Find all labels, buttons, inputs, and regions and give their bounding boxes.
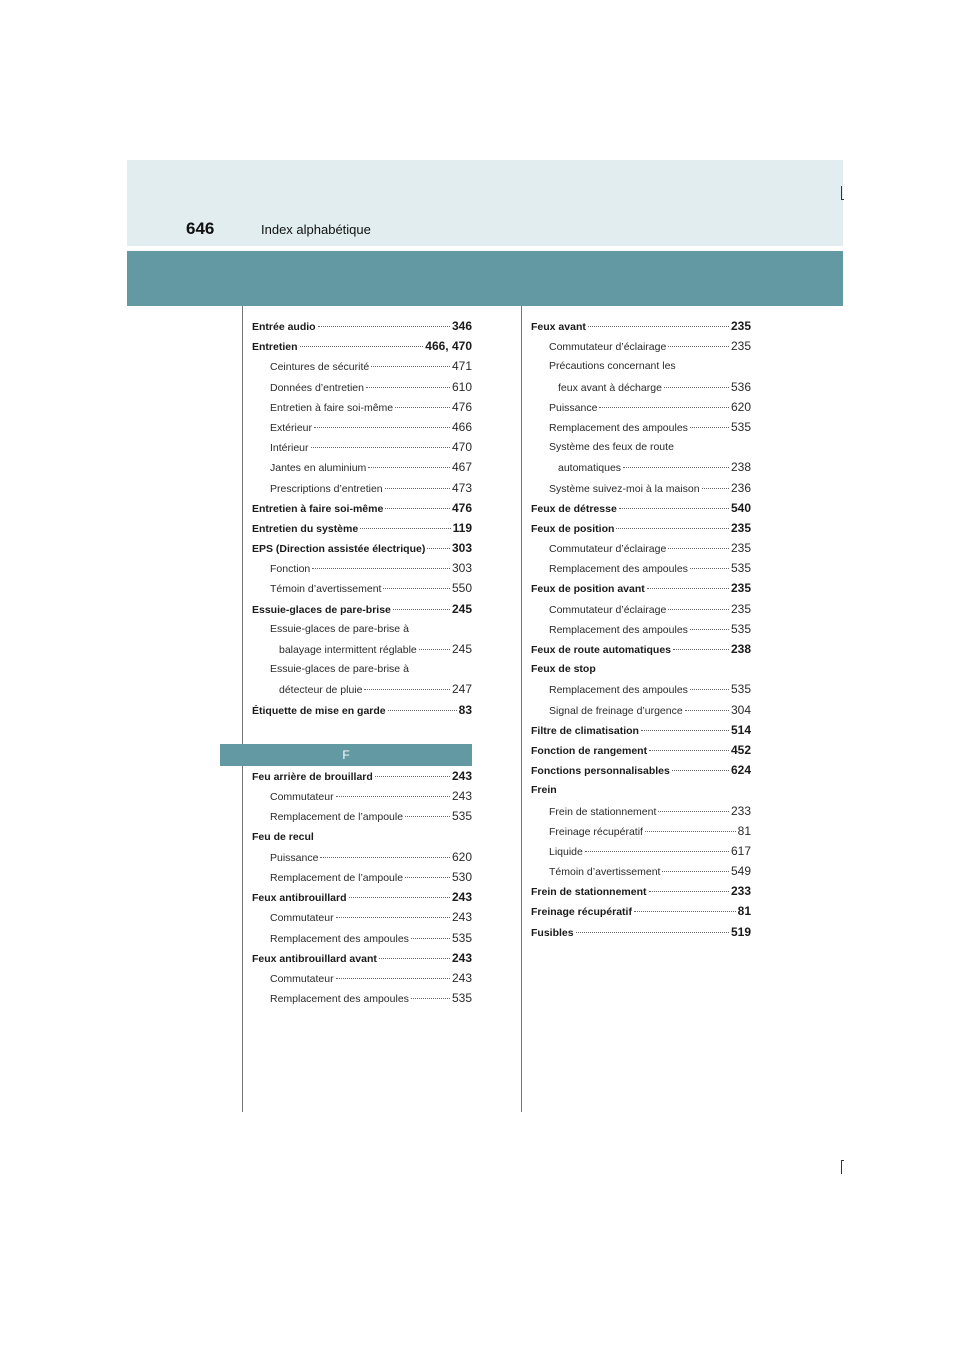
entry-term: Remplacement des ampoules <box>549 563 688 576</box>
entry-term: Entretien <box>252 341 298 354</box>
index-entry <box>531 619 751 639</box>
entry-term: Entretien à faire soi-même <box>270 401 394 414</box>
index-entry <box>531 518 751 538</box>
leader-dots <box>385 488 450 489</box>
index-entry <box>531 558 751 578</box>
header-top-band <box>127 160 843 246</box>
entry-page-ref: 245 <box>451 642 472 656</box>
leader-dots <box>690 568 729 569</box>
leader-dots <box>647 588 729 589</box>
entry-term: Remplacement des ampoules <box>270 932 409 945</box>
index-entry <box>252 316 472 336</box>
entry-term: Signal de freinage d’urgence <box>549 704 683 717</box>
index-entry <box>531 336 751 356</box>
index-column-left-section-f <box>252 766 472 1008</box>
index-column-right <box>531 316 751 942</box>
column-rule-right <box>521 306 522 1112</box>
entry-term: Remplacement de l’ampoule <box>270 811 404 824</box>
leader-dots <box>668 346 729 347</box>
entry-term: Feux de position <box>531 522 615 535</box>
index-entry <box>531 639 751 659</box>
column-rule-left <box>242 306 243 1112</box>
leader-dots <box>619 508 729 509</box>
page-number: 646 <box>186 219 215 238</box>
entry-page-ref: 235 <box>730 601 751 616</box>
entry-page-ref: 550 <box>451 581 472 596</box>
entry-term: Feu de recul <box>252 830 314 843</box>
entry-page-ref: 243 <box>451 950 472 965</box>
index-entry <box>531 760 751 780</box>
index-entry <box>531 457 751 477</box>
entry-term: Feux avant <box>531 321 586 333</box>
entry-page-ref: 238 <box>730 642 751 656</box>
entry-term: Frein <box>531 784 557 797</box>
entry-page-ref: 452 <box>730 742 751 757</box>
crop-mark-top <box>841 186 842 200</box>
entry-page-ref: 535 <box>730 561 751 576</box>
entry-term: Essuie-glaces de pare-brise à <box>270 622 409 635</box>
entry-term: Entretien du système <box>252 522 359 535</box>
index-entry <box>252 558 472 578</box>
entry-page-ref: 235 <box>730 581 751 596</box>
entry-term: Feux antibrouillard <box>252 892 347 905</box>
index-entry <box>252 599 472 619</box>
entry-term: Filtre de climatisation <box>531 724 639 737</box>
entry-term: Étiquette de mise en garde <box>252 704 386 717</box>
leader-dots <box>411 998 450 999</box>
leader-dots <box>427 548 450 549</box>
entry-page-ref: 466, 470 <box>425 339 472 354</box>
index-entry <box>531 356 751 376</box>
entry-page-ref: 235 <box>730 520 751 535</box>
entry-page-ref: 549 <box>730 864 751 879</box>
entry-page-ref: 119 <box>452 520 472 535</box>
leader-dots <box>364 689 449 690</box>
leader-dots <box>690 629 729 630</box>
index-column-left <box>252 316 472 720</box>
leader-dots <box>320 857 450 858</box>
entry-term: Puissance <box>549 401 598 414</box>
entry-page-ref: 535 <box>730 621 751 636</box>
entry-term: Commutateur <box>270 972 334 985</box>
entry-term: Feux de position avant <box>531 583 645 596</box>
entry-page-ref: 304 <box>730 702 751 717</box>
entry-term: Commutateur d’éclairage <box>549 543 667 556</box>
entry-term: Freinage récupératif <box>531 906 632 919</box>
entry-term: Feux antibrouillard avant <box>252 952 377 965</box>
leader-dots <box>668 548 729 549</box>
entry-page-ref: 247 <box>451 682 472 697</box>
leader-dots <box>312 568 450 569</box>
entry-term: Données d’entretien <box>270 381 364 394</box>
leader-dots <box>641 730 729 731</box>
leader-dots <box>616 528 729 529</box>
entry-page-ref: 535 <box>451 809 472 824</box>
entry-term: Remplacement des ampoules <box>549 421 688 434</box>
entry-term: Feux de détresse <box>531 502 617 515</box>
leader-dots <box>576 932 729 933</box>
leader-dots <box>336 978 450 979</box>
index-entry <box>531 700 751 720</box>
index-entry <box>252 847 472 867</box>
index-entry <box>531 538 751 558</box>
leader-dots <box>419 649 450 650</box>
entry-term: Essuie-glaces de pare-brise à <box>270 663 409 676</box>
index-entry <box>531 478 751 498</box>
entry-term: Commutateur d’éclairage <box>549 341 667 354</box>
leader-dots <box>585 851 729 852</box>
entry-page-ref: 243 <box>451 970 472 985</box>
entry-page-ref: 536 <box>730 379 751 394</box>
index-entry <box>252 887 472 907</box>
leader-dots <box>318 326 450 327</box>
leader-dots <box>623 467 729 468</box>
entry-term: Puissance <box>270 851 319 864</box>
entry-page-ref: 235 <box>730 319 751 333</box>
entry-page-ref: 245 <box>451 601 472 616</box>
index-entry <box>252 679 472 699</box>
index-entry <box>252 619 472 639</box>
leader-dots <box>634 911 736 912</box>
entry-page-ref: 243 <box>451 910 472 925</box>
entry-term: Intérieur <box>270 442 309 455</box>
entry-page-ref: 303 <box>451 541 472 556</box>
entry-page-ref: 81 <box>737 904 751 919</box>
index-entry <box>252 968 472 988</box>
entry-page-ref: 624 <box>730 763 751 778</box>
index-entry <box>531 599 751 619</box>
entry-term: Feu arrière de brouillard <box>252 771 373 783</box>
leader-dots <box>336 796 450 797</box>
entry-page-ref: 535 <box>451 930 472 945</box>
index-entry <box>252 948 472 968</box>
leader-dots <box>371 366 450 367</box>
leader-dots <box>336 917 450 918</box>
entry-page-ref: 540 <box>730 500 751 515</box>
entry-page-ref: 519 <box>730 924 751 939</box>
header-color-band <box>127 251 843 306</box>
index-entry <box>252 336 472 356</box>
entry-term: automatiques <box>558 462 622 475</box>
entry-term: Remplacement des ampoules <box>549 623 688 636</box>
index-entry <box>252 377 472 397</box>
entry-page-ref: 243 <box>451 789 472 804</box>
leader-dots <box>599 407 729 408</box>
leader-dots <box>405 877 450 878</box>
index-entry <box>252 639 472 659</box>
index-entry <box>252 437 472 457</box>
entry-term: Commutateur <box>270 791 334 804</box>
page-title: Index alphabétique <box>261 222 371 237</box>
leader-dots <box>685 710 729 711</box>
index-entry <box>531 316 751 336</box>
index-entry <box>531 437 751 457</box>
leader-dots <box>393 609 450 610</box>
section-letter-bar: F <box>220 744 472 766</box>
leader-dots <box>668 609 729 610</box>
index-entry <box>252 538 472 558</box>
index-entry <box>252 498 472 518</box>
entry-term: Entretien à faire soi-même <box>252 502 384 515</box>
entry-term: Remplacement des ampoules <box>270 993 409 1006</box>
index-entry <box>252 659 472 679</box>
leader-dots <box>405 816 450 817</box>
entry-term: Freinage récupératif <box>549 825 643 838</box>
leader-dots <box>300 346 424 347</box>
entry-term: Jantes en aluminium <box>270 462 367 475</box>
entry-page-ref: 236 <box>730 480 751 495</box>
entry-term: EPS (Direction assistée électrique) <box>252 543 426 556</box>
entry-term: feux avant à décharge <box>558 381 662 394</box>
index-entry <box>252 766 472 786</box>
entry-term: Fonction de rangement <box>531 744 648 757</box>
entry-page-ref: 610 <box>451 379 472 394</box>
leader-dots <box>411 938 450 939</box>
leader-dots <box>388 710 457 711</box>
leader-dots <box>375 776 450 777</box>
entry-term: Entrée audio <box>252 321 316 333</box>
index-entry <box>531 377 751 397</box>
entry-page-ref: 617 <box>730 843 751 858</box>
leader-dots <box>649 891 729 892</box>
entry-page-ref: 471 <box>451 359 472 374</box>
crop-mark-top-foot <box>841 199 844 200</box>
leader-dots <box>311 447 450 448</box>
entry-page-ref: 476 <box>451 399 472 414</box>
index-entry <box>531 578 751 598</box>
entry-term: Précautions concernant les <box>549 360 676 373</box>
entry-page-ref: 235 <box>730 541 751 556</box>
index-entry <box>531 740 751 760</box>
entry-page-ref: 620 <box>730 399 751 414</box>
entry-term: Extérieur <box>270 421 313 434</box>
entry-page-ref: 238 <box>730 460 751 475</box>
entry-term: Frein de stationnement <box>549 805 657 818</box>
leader-dots <box>673 649 729 650</box>
entry-page-ref: 233 <box>730 803 751 818</box>
leader-dots <box>588 326 729 327</box>
index-entry <box>252 417 472 437</box>
entry-page-ref: 233 <box>730 884 751 899</box>
index-entry <box>252 457 472 477</box>
index-entry <box>252 867 472 887</box>
index-entry <box>252 786 472 806</box>
entry-page-ref: 243 <box>451 890 472 905</box>
index-entry <box>252 518 472 538</box>
index-entry <box>252 478 472 498</box>
leader-dots <box>645 831 736 832</box>
index-entry <box>252 907 472 927</box>
index-entry <box>531 720 751 740</box>
crop-mark-bottom-foot <box>841 1160 844 1161</box>
entry-term: Frein de stationnement <box>531 886 647 899</box>
leader-dots <box>368 467 450 468</box>
entry-term: Liquide <box>549 845 583 858</box>
leader-dots <box>672 770 729 771</box>
index-entry <box>531 397 751 417</box>
entry-page-ref: 235 <box>730 339 751 354</box>
entry-page-ref: 470 <box>451 440 472 455</box>
entry-page-ref: 467 <box>451 460 472 475</box>
leader-dots <box>366 387 450 388</box>
leader-dots <box>360 528 450 529</box>
index-entry <box>252 928 472 948</box>
entry-page-ref: 81 <box>737 823 751 838</box>
index-entry <box>252 806 472 826</box>
entry-term: Commutateur <box>270 912 334 925</box>
entry-page-ref: 476 <box>451 500 472 515</box>
entry-term: Témoin d’avertissement <box>549 866 661 879</box>
entry-page-ref: 514 <box>730 722 751 737</box>
index-entry <box>252 397 472 417</box>
entry-term: Fonction <box>270 563 311 576</box>
index-entry <box>252 356 472 376</box>
leader-dots <box>383 588 450 589</box>
index-entry <box>531 901 751 921</box>
entry-page-ref: 303 <box>451 561 472 576</box>
index-entry <box>531 417 751 437</box>
leader-dots <box>690 689 729 690</box>
entry-term: Prescriptions d’entretien <box>270 482 383 495</box>
entry-term: Remplacement des ampoules <box>549 684 688 697</box>
leader-dots <box>690 427 729 428</box>
entry-term: détecteur de pluie <box>279 684 363 697</box>
entry-term: Système suivez-moi à la maison <box>549 482 700 495</box>
entry-term: Témoin d’avertissement <box>270 583 382 596</box>
index-entry <box>531 498 751 518</box>
entry-page-ref: 473 <box>451 480 472 495</box>
index-entry <box>252 827 472 847</box>
crop-mark-bottom <box>841 1160 842 1174</box>
entry-term: Fusibles <box>531 926 574 939</box>
index-entry <box>531 821 751 841</box>
entry-page-ref: 620 <box>451 849 472 864</box>
leader-dots <box>385 508 450 509</box>
entry-term: Essuie-glaces de pare-brise <box>252 603 391 616</box>
index-entry <box>252 988 472 1008</box>
entry-page-ref: 530 <box>451 869 472 884</box>
index-entry <box>252 700 472 720</box>
index-entry <box>252 578 472 598</box>
entry-term: Ceintures de sécurité <box>270 361 370 374</box>
entry-term: balayage intermittent réglable <box>279 644 417 656</box>
entry-page-ref: 535 <box>451 991 472 1006</box>
leader-dots <box>658 811 729 812</box>
entry-page-ref: 466 <box>451 419 472 434</box>
entry-term: Feux de stop <box>531 663 596 676</box>
entry-page-ref: 535 <box>730 682 751 697</box>
leader-dots <box>702 488 729 489</box>
entry-term: Feux de route automatiques <box>531 644 672 656</box>
index-entry <box>531 659 751 679</box>
index-entry <box>531 861 751 881</box>
entry-page-ref: 346 <box>451 319 472 333</box>
leader-dots <box>664 387 729 388</box>
leader-dots <box>395 407 450 408</box>
leader-dots <box>314 427 450 428</box>
entry-page-ref: 535 <box>730 419 751 434</box>
entry-page-ref: 83 <box>458 702 472 717</box>
index-entry <box>531 881 751 901</box>
leader-dots <box>662 871 729 872</box>
entry-page-ref: 243 <box>451 769 472 783</box>
entry-term: Fonctions personnalisables <box>531 765 670 778</box>
entry-term: Remplacement de l’ampoule <box>270 871 404 884</box>
index-entry <box>531 780 751 800</box>
entry-term: Système des feux de route <box>549 441 674 454</box>
leader-dots <box>349 897 450 898</box>
index-entry <box>531 801 751 821</box>
index-entry <box>531 922 751 942</box>
index-entry <box>531 841 751 861</box>
entry-term: Commutateur d’éclairage <box>549 603 667 616</box>
leader-dots <box>379 958 450 959</box>
leader-dots <box>649 750 729 751</box>
index-entry <box>531 679 751 699</box>
